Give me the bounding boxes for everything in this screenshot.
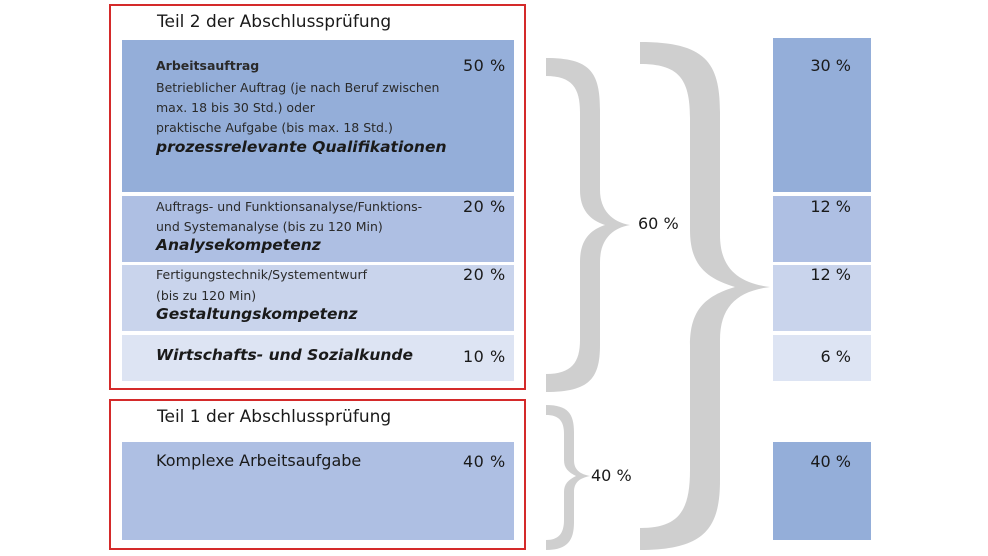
- part2-title: Teil 2 der Abschlussprüfung: [157, 12, 392, 32]
- row1-line1: Betrieblicher Auftrag (je nach Beruf zwischen: [156, 80, 440, 95]
- row1-percent: 50 %: [463, 56, 506, 75]
- row3-competence: Gestaltungskompetenz: [156, 305, 358, 323]
- row2-line1: Auftrags- und Funktionsanalyse/Funktions-: [156, 199, 423, 214]
- row1-competence: prozessrelevante Qualifikationen: [156, 138, 447, 156]
- row2-percent: 20 %: [463, 197, 506, 216]
- row1-line3: praktische Aufgabe (bis max. 18 Std.): [156, 120, 393, 135]
- row1-line2: max. 18 bis 30 Std.) oder: [156, 100, 315, 115]
- row4-competence: Wirtschafts- und Sozialkunde: [156, 346, 414, 364]
- brace-total-icon: [640, 42, 770, 550]
- weight-komplexe: 40 %: [810, 452, 851, 471]
- row3-line2: (bis zu 120 Min): [156, 288, 257, 303]
- brace-60-icon: [546, 58, 630, 392]
- part1-row-percent: 40 %: [463, 452, 506, 471]
- brace-60-label: 60 %: [638, 214, 679, 233]
- row3-percent: 20 %: [463, 265, 506, 284]
- weight-analyse: 12 %: [810, 197, 851, 216]
- brace-40-icon: [546, 405, 590, 550]
- row1-heading: Arbeitsauftrag: [156, 58, 260, 73]
- weight-arbeitsauftrag: 30 %: [810, 56, 851, 75]
- weight-wiso: 6 %: [820, 347, 851, 366]
- row2-line2: und Systemanalyse (bis zu 120 Min): [156, 219, 383, 234]
- row2-competence: Analysekompetenz: [156, 236, 321, 254]
- brace-40-label: 40 %: [591, 466, 632, 485]
- part1-row-label: Komplexe Arbeitsaufgabe: [156, 451, 362, 470]
- part1-title: Teil 1 der Abschlussprüfung: [157, 407, 392, 427]
- row4-percent: 10 %: [463, 347, 506, 366]
- row3-line1: Fertigungstechnik/Systementwurf: [156, 267, 367, 282]
- weight-gestaltung: 12 %: [810, 265, 851, 284]
